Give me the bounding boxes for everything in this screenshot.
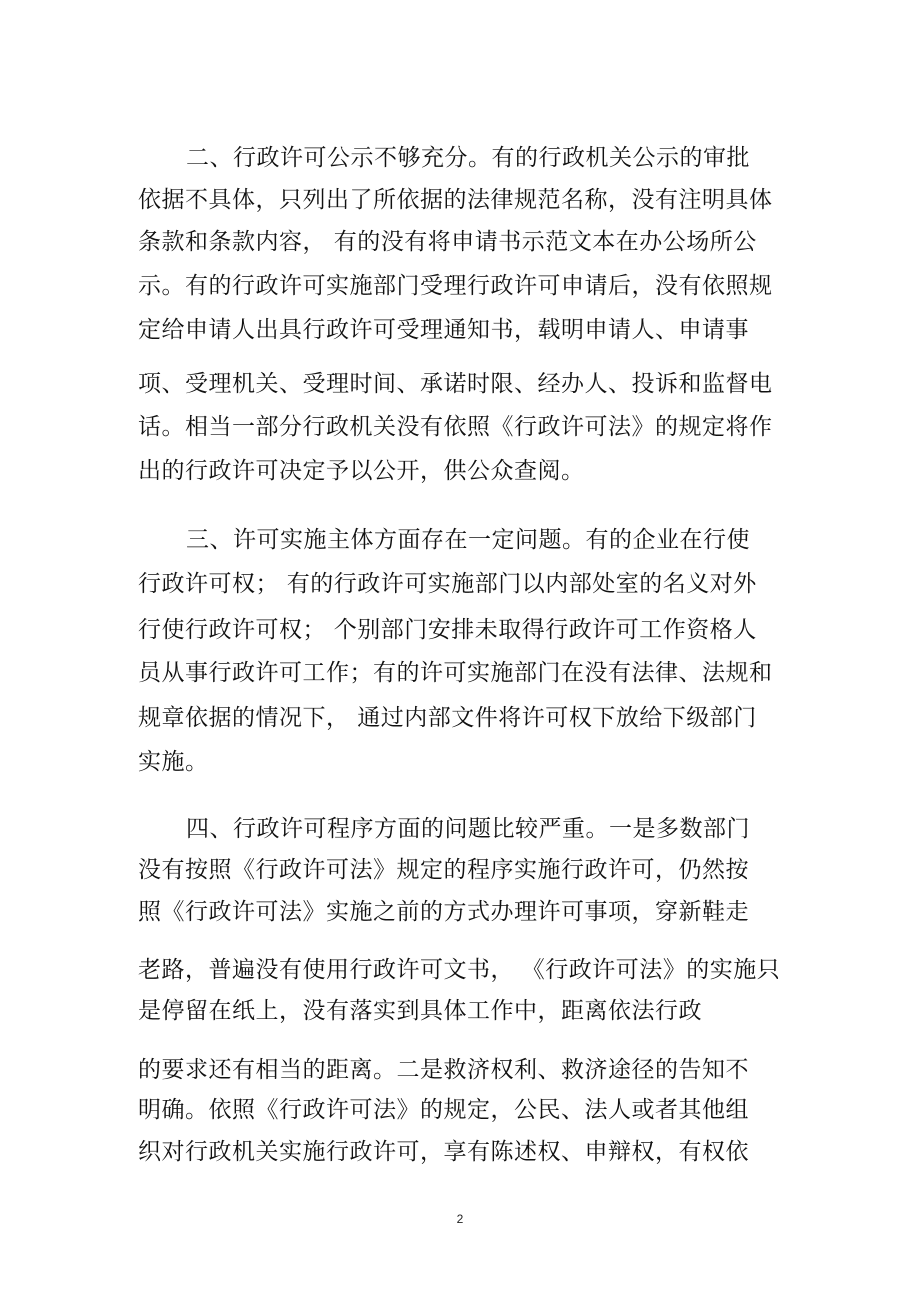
paragraph-3-line-7: 明确。依照《行政许可法》的规定，公民、法人或者其他组 xyxy=(138,1097,749,1123)
paragraph-2-line-4: 员从事行政许可工作；有的许可实施部门在没有法律、法规和 xyxy=(138,660,773,686)
paragraph-3-line-2: 没有按照《行政许可法》规定的程序实施行政许可，仍然按 xyxy=(138,857,749,883)
paragraph-3-line-5: 是停留在纸上，没有落实到具体工作中，距离依法行政 xyxy=(138,998,702,1024)
paragraph-1-line-6: 项、受理机关、受理时间、承诺时限、经办人、投诉和监督电 xyxy=(138,371,773,397)
page-number: 2 xyxy=(456,1212,464,1226)
paragraph-2-line-2: 行政许可权； 有的行政许可实施部门以内部处室的名义对外 xyxy=(138,571,757,597)
paragraph-3-line-1: 四、行政许可程序方面的问题比较严重。一是多数部门 xyxy=(186,816,750,842)
paragraph-2-line-1: 三、许可实施主体方面存在一定问题。有的企业在行使 xyxy=(186,527,750,553)
paragraph-1-line-8: 出的行政许可决定予以公开，供公众查阅。 xyxy=(138,458,585,484)
paragraph-1-line-1: 二、行政许可公示不够充分。有的行政机关公示的审批 xyxy=(186,145,750,171)
paragraph-1-line-5: 定给申请人出具行政许可受理通知书，载明申请人、申请事 xyxy=(138,317,749,343)
paragraph-1-line-4: 示。有的行政许可实施部门受理行政许可申请后，没有依照规 xyxy=(138,273,773,299)
paragraph-3-line-4: 老路，普遍没有使用行政许可文书， 《行政许可法》的实施只 xyxy=(138,957,781,983)
paragraph-1-line-3: 条款和条款内容， 有的没有将申请书示范文本在办公场所公 xyxy=(138,229,757,255)
paragraph-1-line-2: 依据不具体，只列出了所依据的法律规范名称，没有注明具体 xyxy=(138,187,773,213)
paragraph-2-line-3: 行使行政许可权； 个别部门安排未取得行政许可工作资格人 xyxy=(138,617,757,643)
paragraph-1-line-7: 话。相当一部分行政机关没有依照《行政许可法》的规定将作 xyxy=(138,414,773,440)
paragraph-3-line-3: 照《行政许可法》实施之前的方式办理许可事项，穿新鞋走 xyxy=(138,899,749,925)
paragraph-3-line-6: 的要求还有相当的距离。二是救济权利、救济途径的告知不 xyxy=(138,1057,749,1083)
paragraph-3-line-8: 织对行政机关实施行政许可，享有陈述权、申辩权，有权依 xyxy=(138,1139,749,1165)
paragraph-2-line-5: 规章依据的情况下， 通过内部文件将许可权下放给下级部门 xyxy=(138,705,757,731)
paragraph-2-line-6: 实施。 xyxy=(138,749,209,775)
